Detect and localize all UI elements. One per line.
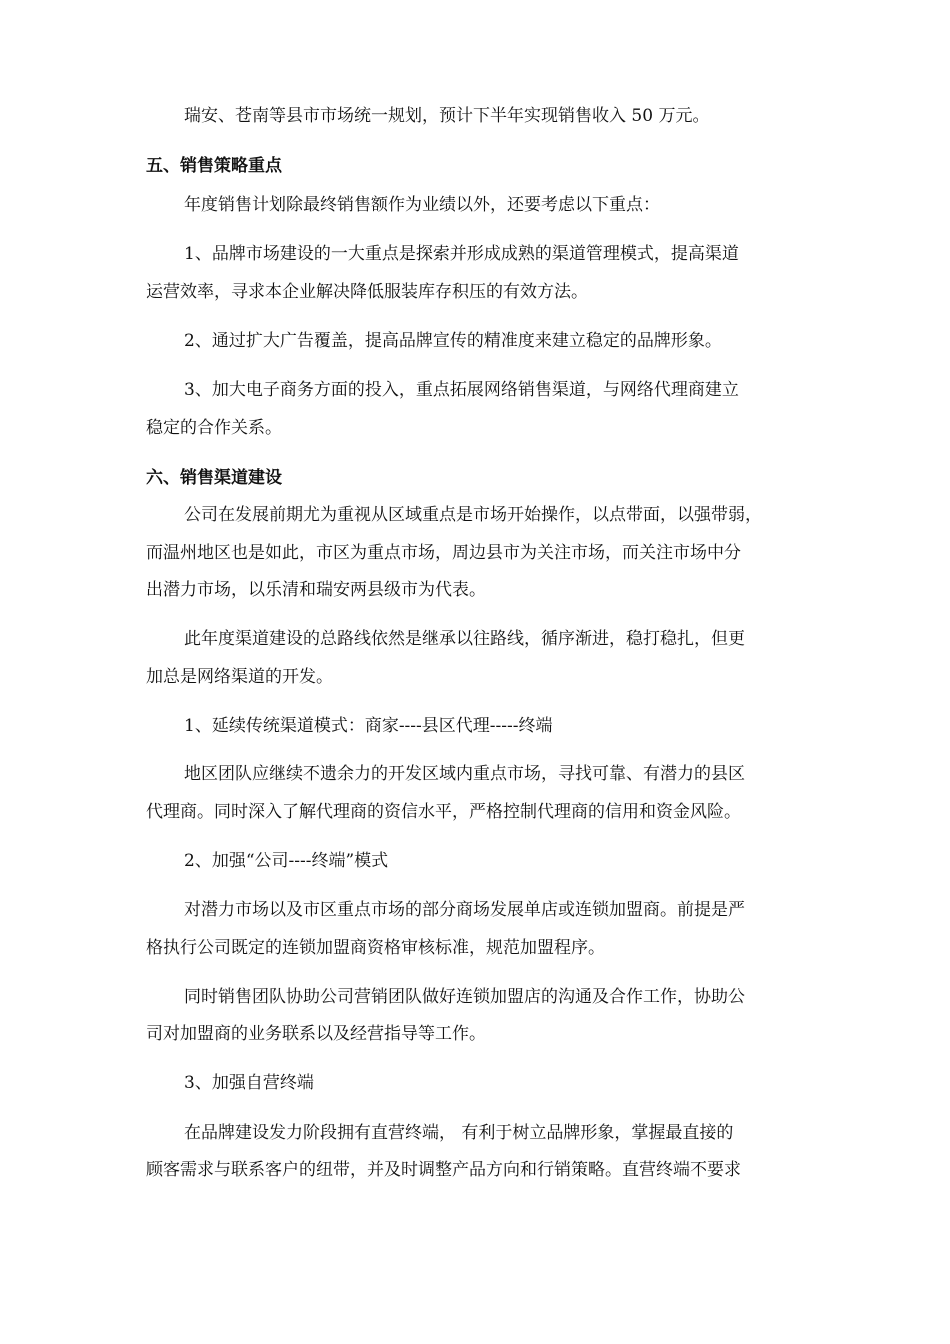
section-heading-5: 五、销售策略重点 <box>146 156 282 176</box>
paragraph-line: 年度销售计划除最终销售额作为业绩以外，还要考虑以下重点： <box>184 195 660 215</box>
paragraph-line: 瑞安、苍南等县市市场统一规划，预计下半年实现销售收入 50 万元。 <box>184 106 710 126</box>
paragraph-line: 而温州地区也是如此，市区为重点市场，周边县市为关注市场，而关注市场中分 <box>146 543 741 563</box>
paragraph-line: 对潜力市场以及市区重点市场的部分商场发展单店或连锁加盟商。前提是严 <box>184 900 745 920</box>
paragraph-line: 顾客需求与联系客户的纽带，并及时调整产品方向和行销策略。直营终端不要求 <box>146 1160 741 1180</box>
paragraph-line: 1、品牌市场建设的一大重点是探索并形成成熟的渠道管理模式，提高渠道 <box>184 244 739 264</box>
paragraph-line: 地区团队应继续不遗余力的开发区域内重点市场，寻找可靠、有潜力的县区 <box>184 764 745 784</box>
paragraph-line: 格执行公司既定的连锁加盟商资格审核标准，规范加盟程序。 <box>146 938 605 958</box>
paragraph-line: 代理商。同时深入了解代理商的资信水平，严格控制代理商的信用和资金风险。 <box>146 802 741 822</box>
paragraph-line: 同时销售团队协助公司营销团队做好连锁加盟店的沟通及合作工作，协助公 <box>184 987 745 1007</box>
paragraph-line: 2、加强“公司----终端”模式 <box>184 851 389 871</box>
paragraph-line: 司对加盟商的业务联系以及经营指导等工作。 <box>146 1024 486 1044</box>
paragraph-line: 此年度渠道建设的总路线依然是继承以往路线，循序渐进，稳打稳扎，但更 <box>184 629 745 649</box>
paragraph-line: 运营效率，寻求本企业解决降低服装库存积压的有效方法。 <box>146 282 588 302</box>
paragraph-line: 公司在发展前期尤为重视从区域重点是市场开始操作，以点带面，以强带弱， <box>184 505 762 525</box>
paragraph-line: 3、加大电子商务方面的投入，重点拓展网络销售渠道，与网络代理商建立 <box>184 380 739 400</box>
paragraph-line: 出潜力市场，以乐清和瑞安两县级市为代表。 <box>146 580 486 600</box>
paragraph-line: 在品牌建设发力阶段拥有直营终端， 有利于树立品牌形象，掌握最直接的 <box>184 1123 734 1143</box>
paragraph-line: 2、通过扩大广告覆盖，提高品牌宣传的精准度来建立稳定的品牌形象。 <box>184 331 722 351</box>
section-heading-6: 六、销售渠道建设 <box>146 468 282 488</box>
paragraph-line: 3、加强自营终端 <box>184 1073 314 1093</box>
paragraph-line: 稳定的合作关系。 <box>146 418 282 438</box>
paragraph-line: 1、延续传统渠道模式：商家----县区代理-----终端 <box>184 716 553 736</box>
paragraph-line: 加总是网络渠道的开发。 <box>146 667 333 687</box>
